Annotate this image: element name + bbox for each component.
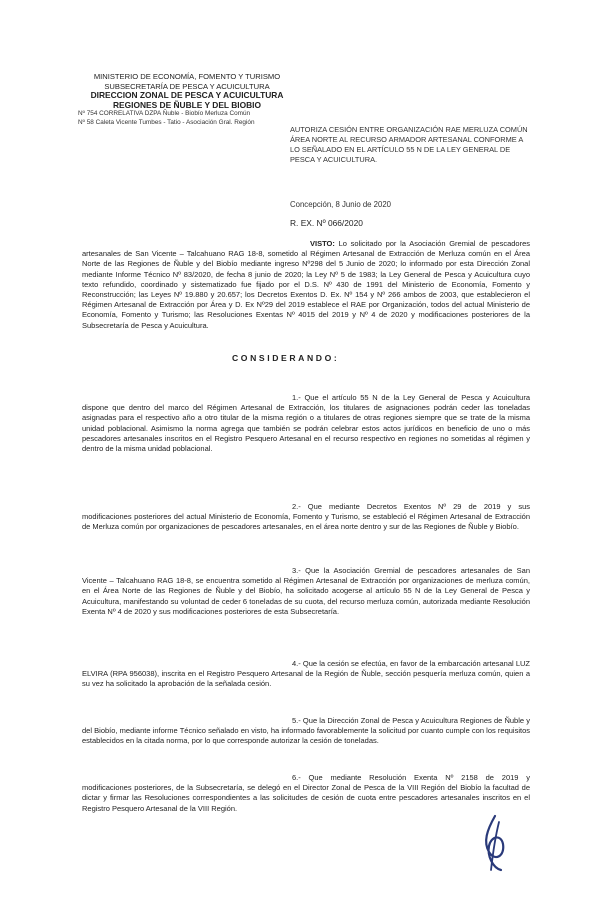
visto-text: Lo solicitado por la Asociación Gremial de pescadores artesanales de San Vicente – Talcahuano RAG 18-8, sometido al Régimen Artesanal de Extracción de Merluza común en el Área Norte de las Regiones de Ñuble y del Biobío mediante ingreso Nº298 del 5 Junio de 2020; lo informado por esta Dirección Zonal mediante Informe Técnico Nº 83/2020, de fecha 8 junio de 2020; la Ley Nº 5 de 1983; la Ley General de Pesca y Acuicultura cuyo texto refundido, coordinado y sistematizado fue fijado por el D.S. Nº 430 de 1991 del Ministerio de Economía, Fomento y Reconstrucción; las Leyes Nº 19.880 y 20.657; los Decretos Exentos D. Ex. Nº 154 y Nº 266 ambos de 2003, que establecieron el Régimen Artesanal de Extracción por Área y D. Ex Nº29 del 2019 establece el RAE por Organización, todos del actual Ministerio de Economía, Fomento y Turismo; las Resoluciones Exentas Nº 4015 del 2019 y Nº 4 de 2020 y modificaciones posteriores de la Subsecretaría de Pesca y Acuicultura. (82, 239, 530, 330)
considerando-5: 5.- Que la Dirección Zonal de Pesca y Acuicultura Regiones de Ñuble y del Biobío, mediante informe Técnico señalado en visto, ha informado favorablemente la solicitud por cuanto cumple con los requisitos establecidos en la citada norma, por lo que corresponde autorizar la cesión de toneladas. (82, 716, 530, 746)
date-line: Concepción, 8 Junio de 2020 (290, 200, 392, 209)
considerando-heading: CONSIDERANDO: (232, 353, 340, 363)
ministry-name: MINISTERIO DE ECONOMÍA, FOMENTO Y TURISMO (93, 72, 281, 81)
regions-name: REGIONES DE ÑUBLE Y DEL BIOBIO (113, 99, 261, 110)
visto-paragraph (82, 239, 530, 331)
zonal-directorate-name: DIRECCION ZONAL DE PESCA Y ACUICULTURA (90, 90, 284, 101)
considerando-3: 3.- Que la Asociación Gremial de pescadores artesanales de San Vicente – Talcahuano RAG 18-8, se encuentra sometido al Régimen Artesanal de Extracción por organizaciones de merluza común, en el Área Norte de las Regiones de Ñuble y del Biobío, ha solicitado acogerse al artículo 55 N de la Ley General de Pesca y Acuicultura, manifestando su voluntad de ceder 6 toneladas de su cuota, del recurso merluza común, autorizada mediante Resolución Exenta Nº 4 de 2020 y sus modificaciones posteriores de esta Subsecretaría. (82, 566, 530, 616)
undersecretariat-name: SUBSECRETARÍA DE PESCA Y ACUICULTURA (104, 81, 270, 91)
considerando-1: 1.- Que el artículo 55 N de la Ley General de Pesca y Acuicultura dispone que dentro del marco del Régimen Artesanal de Extracción, los titulares de asignaciones podrán ceder las toneladas asignadas para el respectivo año a otro titular de la misma región o a titulares de otras regiones siempre que se trate de la misma unidad poblacional. Asimismo la norma agrega que también se podrán celebrar estos actos jurídicos en beneficio de uno o más pescadores artesanales inscritos en el Registro Pesquero Artesanal en el recurso respectivo en regiones no sometidas al régimen y dentro de la misma unidad poblacional. (82, 393, 530, 454)
considerando-4: 4.- Que la cesión se efectúa, en favor de la embarcación artesanal LUZ ELVIRA (RPA 956038), inscrita en el Registro Pesquero Artesanal de la Región de Ñuble, sección pesquería merluza común, quien a su vez ha solicitado la aprobación de la señalada cesión. (82, 659, 530, 689)
visto-label: VISTO: (310, 239, 335, 248)
considerando-6: 6.- Que mediante Resolución Exenta Nº 2158 de 2019 y modificaciones posteriores, de la Subsecretaría, se delegó en el Director Zonal de Pesca de la VIII Región del Biobío la facultad de dictar y firmar las Resoluciones correspondientes a las solicitudes de cesión de cuota entre pescadores artesanales inscritos en el Registro Pesquero Artesanal de la VIII Región. (82, 773, 530, 813)
considerando-2: 2.- Que mediante Decretos Exentos Nº 29 de 2019 y sus modificaciones posteriores del actual Ministerio de Economía, Fomento y Turismo, se estableció el Régimen Artesanal de Extracción de Merluza común por organizaciones de pescadores artesanales, en el área norte dentro y sur de las Regiones de Ñuble y Biobío. (82, 502, 530, 532)
reference-line-1: Nº 754 CORRELATIVA DZPA Ñuble - Biobío Merluza Común (78, 110, 251, 118)
letterhead (72, 72, 302, 127)
reference-line-2: Nº 58 Caleta Vicente Tumbes - Tatio - Asociación Gral. Región (78, 118, 255, 126)
signature-mark (465, 812, 525, 874)
resolution-summary: AUTORIZA CESIÓN ENTRE ORGANIZACIÓN RAE MERLUZA COMÚN ÁREA NORTE AL RECURSO ARMADOR ARTESANAL CONFORME A LO SEÑALADO EN EL ARTÍCULO 55 N DE LA LEY GENERAL DE PESCA Y ACUICULTURA. (290, 125, 528, 164)
resolution-number: R. EX. Nº 066/2020 (290, 218, 363, 228)
